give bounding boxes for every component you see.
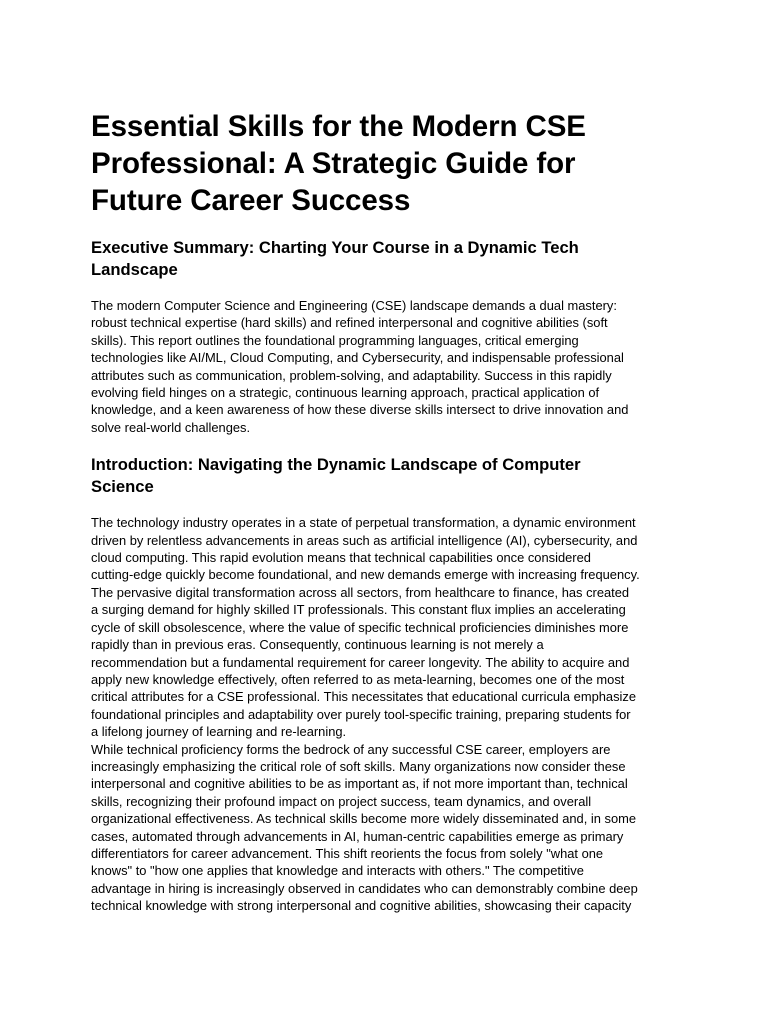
text-line: rapidly than in previous eras. Consequently, continuous learning is not merely a	[91, 637, 544, 653]
text-line: knows" to "how one applies that knowledge and interacts with others." The competitive	[91, 863, 584, 879]
heading-line: Landscape	[91, 260, 178, 279]
text-line: technologies like AI/ML, Cloud Computing, and Cybersecurity, and indispensable professional	[91, 350, 624, 366]
section-heading	[91, 454, 691, 498]
text-line: cloud computing. This rapid evolution means that technical capabilities once considered	[91, 550, 591, 566]
title-line: Professional: A Strategic Guide for	[91, 147, 576, 180]
text-line: increasingly emphasizing the critical role of soft skills. Many organizations now consider these	[91, 758, 626, 774]
text-line: a lifelong journey of learning and re-learning.	[91, 724, 347, 740]
text-line: The technology industry operates in a state of perpetual transformation, a dynamic environment	[91, 515, 636, 531]
heading-line: Executive Summary: Charting Your Course in a Dynamic Tech	[91, 238, 579, 257]
document-page	[91, 108, 691, 915]
text-line: critical attributes for a CSE professional. This necessitates that educational curricula emphasize	[91, 689, 637, 705]
section-executive-summary	[91, 237, 691, 436]
text-line: attributes such as communication, problem-solving, and adaptability. Success in this rapidly	[91, 367, 612, 383]
heading-line: Introduction: Navigating the Dynamic Landscape of Computer	[91, 455, 581, 475]
paragraph	[91, 514, 691, 740]
text-line: While technical proficiency forms the bedrock of any successful CSE career, employers are	[91, 741, 611, 757]
paragraph	[91, 741, 691, 915]
text-line: The modern Computer Science and Engineering (CSE) landscape demands a dual mastery:	[91, 298, 617, 313]
text-line: skills). This report outlines the foundational programming languages, critical emerging	[91, 332, 579, 348]
section-heading	[91, 237, 691, 281]
text-line: organizational effectiveness. As technical skills become more widely disseminated and, in some	[91, 811, 637, 827]
text-line: differentiators for career advancement. This shift reorients the focus from solely "what one	[91, 845, 604, 861]
text-line: recommendation but a fundamental requirement for career longevity. The ability to acquire and	[91, 654, 630, 670]
text-line: robust technical expertise (hard skills) and refined interpersonal and cognitive abilities (soft	[91, 315, 608, 331]
text-line: foundational principles and adaptability over purely tool-specific training, preparing students for	[91, 706, 631, 722]
text-line: advantage in hiring is increasingly observed in candidates who can demonstrably combine deep	[91, 880, 638, 896]
text-line: cases, automated through advancements in AI, human-centric capabilities emerge as primary	[91, 828, 624, 844]
text-line: driven by relentless advancements in areas such as artificial intelligence (AI), cybersecurity, and	[91, 532, 638, 548]
heading-line: Science	[91, 477, 154, 497]
text-line: apply new knowledge effectively, often referred to as meta-learning, becomes one of the most	[91, 671, 625, 687]
text-line: evolving field hinges on a strategic, continuous learning approach, practical application of	[91, 385, 600, 401]
text-line: skills, recognizing their profound impact on project success, team dynamics, and overall	[91, 793, 592, 809]
paragraph	[91, 297, 691, 436]
text-line: a surging demand for highly skilled IT professionals. This constant flux implies an accelerating	[91, 602, 626, 618]
text-line: knowledge, and a keen awareness of how these diverse skills intersect to drive innovation and	[91, 402, 629, 418]
document-title	[91, 108, 691, 219]
text-line: solve real-world challenges.	[91, 419, 251, 435]
text-line: technical knowledge with strong interpersonal and cognitive abilities, showcasing their capacity	[91, 898, 632, 914]
text-line: cycle of skill obsolescence, where the value of specific technical proficiencies diminishes more	[91, 619, 629, 635]
section-introduction	[91, 454, 691, 914]
text-line: cutting-edge quickly become foundational, and new demands emerge with increasing frequency.	[91, 567, 640, 583]
text-line: The pervasive digital transformation across all sectors, from healthcare to finance, has created	[91, 584, 630, 600]
title-line: Essential Skills for the Modern CSE	[91, 110, 586, 143]
title-line: Future Career Success	[91, 184, 411, 217]
text-line: interpersonal and cognitive abilities to be as important as, if not more important than, technical	[91, 776, 628, 792]
